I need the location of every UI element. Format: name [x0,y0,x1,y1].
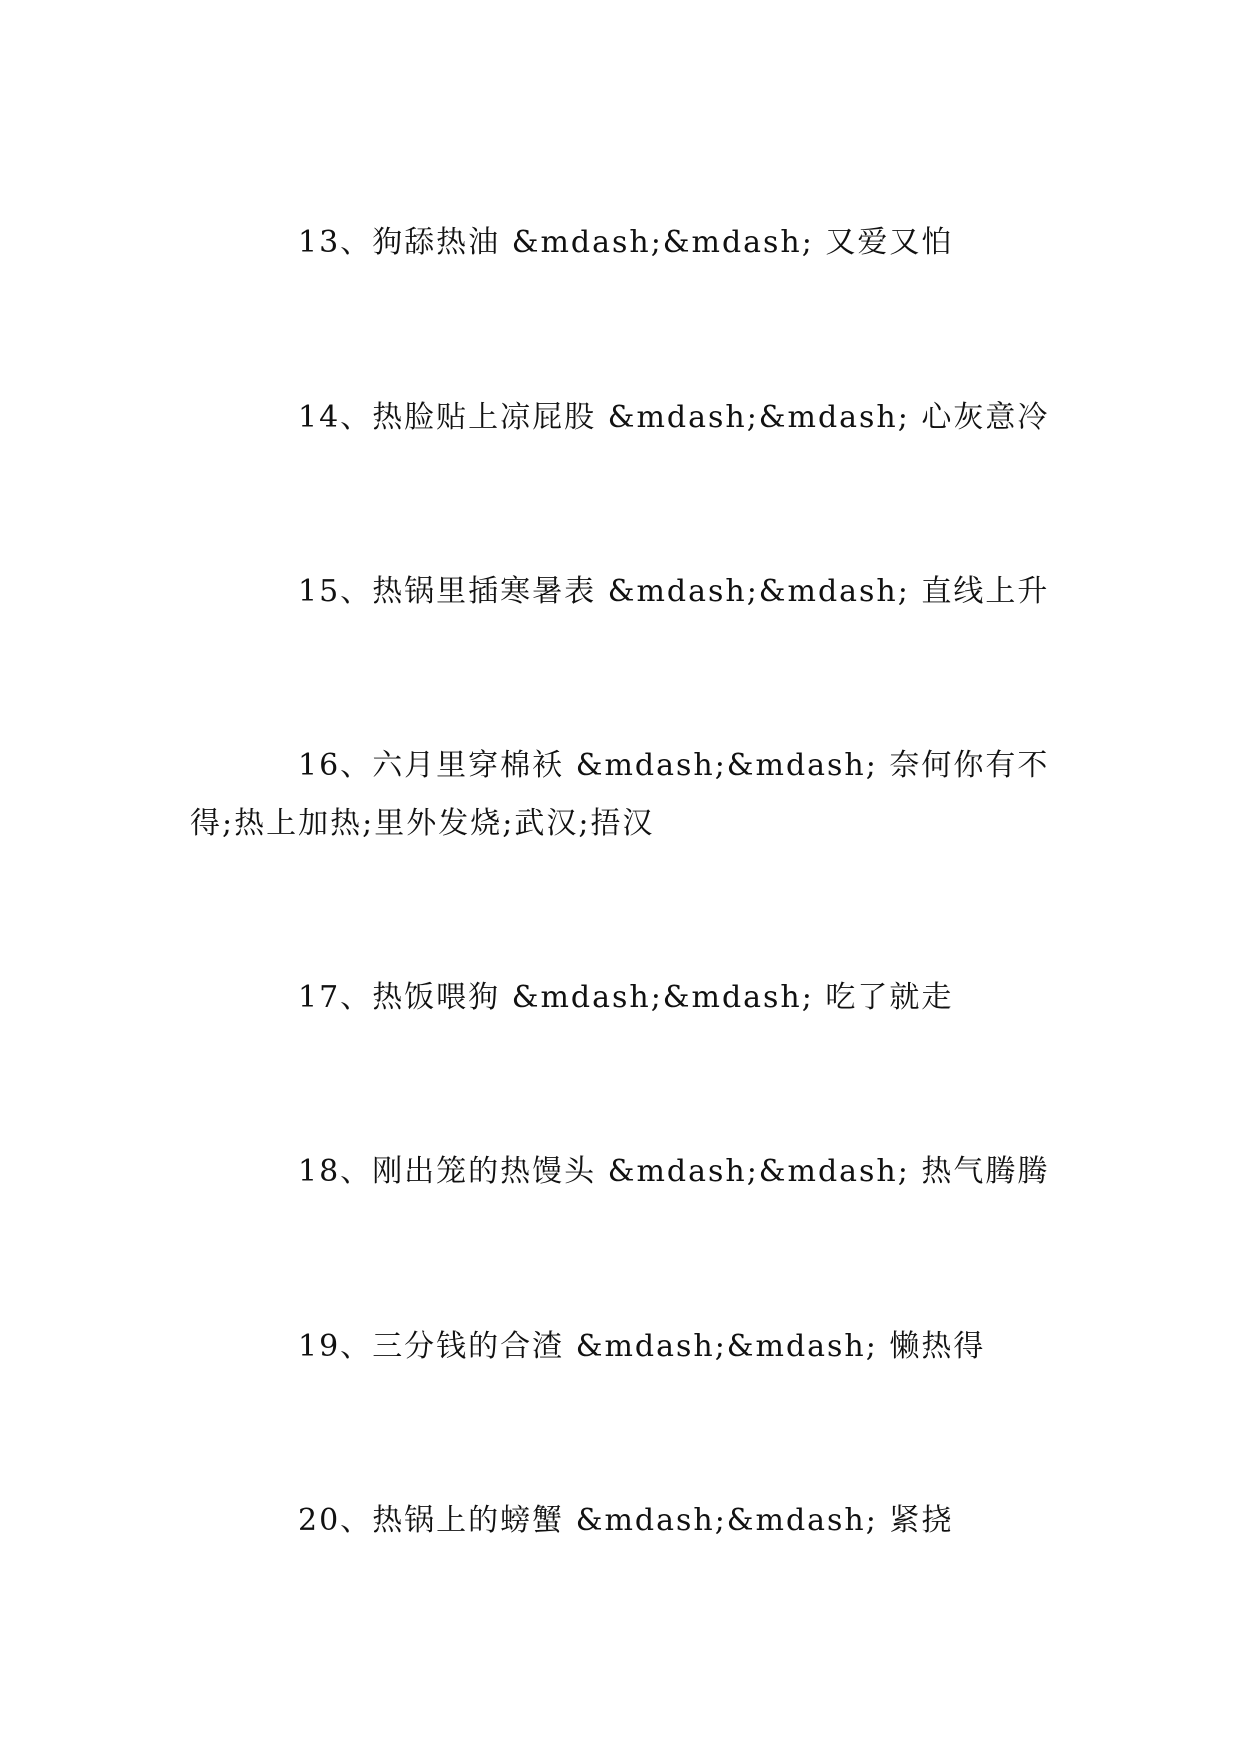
item-phrase: 热锅上的螃蟹 [372,1503,565,1538]
list-item [190,214,1070,272]
item-phrase: 六月里穿棉袄 [372,748,565,783]
item-separator: &mdash;&mdash; [575,1329,878,1364]
list-item [190,1318,1070,1376]
item-number: 13、 [298,225,373,260]
item-phrase: 热锅里插寒暑表 [372,574,597,609]
list-item [190,1143,1070,1201]
item-answer: 又爱又怕 [825,225,954,260]
item-answer: 热气腾腾 [921,1154,1050,1189]
item-number: 14、 [298,400,373,435]
item-separator: &mdash;&mdash; [511,980,814,1015]
item-answer: 奈何你有不得;热上加热;里外发烧;武汉;捂汉 [190,748,1050,841]
item-separator: &mdash;&mdash; [511,225,814,260]
item-answer: 紧挠 [889,1503,954,1538]
item-number: 16、 [298,748,373,783]
list-item [190,1492,1070,1550]
item-separator: &mdash;&mdash; [575,748,878,783]
item-phrase: 热饭喂狗 [372,980,501,1015]
item-answer: 懒热得 [889,1329,986,1364]
list-item [190,737,1070,853]
list-item [190,969,1070,1027]
item-number: 17、 [298,980,373,1015]
item-phrase: 狗舔热油 [372,225,501,260]
item-phrase: 刚出笼的热馒头 [372,1154,597,1189]
item-answer: 心灰意冷 [921,400,1050,435]
item-separator: &mdash;&mdash; [575,1503,878,1538]
item-answer: 直线上升 [921,574,1050,609]
item-phrase: 三分钱的合渣 [372,1329,565,1364]
item-number: 19、 [298,1329,373,1364]
item-separator: &mdash;&mdash; [607,574,910,609]
item-number: 15、 [298,574,373,609]
item-phrase: 热脸贴上凉屁股 [372,400,597,435]
item-separator: &mdash;&mdash; [607,1154,910,1189]
list-item [190,563,1070,621]
item-number: 18、 [298,1154,373,1189]
item-answer: 吃了就走 [825,980,954,1015]
item-number: 20、 [298,1503,373,1538]
item-separator: &mdash;&mdash; [607,400,910,435]
list-item [190,389,1070,447]
